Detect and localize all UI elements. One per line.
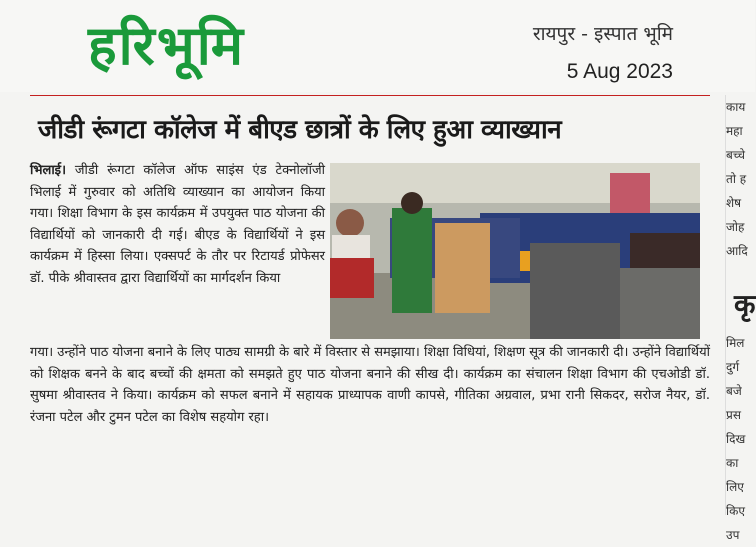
article-body-column [30,160,325,289]
adjacent-article-strip [725,95,756,542]
adjacent-fragments-bottom [726,331,756,547]
event-photo [330,163,700,339]
header-rule [30,95,710,96]
adjacent-text-fragment: मिल [726,336,745,350]
publication-date: 5 Aug 2023 [566,60,673,83]
adjacent-text-fragment: दिख [726,432,746,446]
adjacent-text-fragment: शेष [726,196,742,210]
adjacent-text-fragment: महा [726,124,743,138]
adjacent-text-fragment: लिए [726,480,744,494]
adjacent-text-fragment: काय [726,100,746,114]
adjacent-text-fragment: तो ह [726,172,747,186]
adjacent-text-fragment: दुर्ग [726,360,740,374]
article-headline: जीडी रूंगटा कॉलेज में बीएड छात्रों के लिए हुआ व्याख्यान [38,115,562,145]
adjacent-fragments-top [726,95,756,263]
adjacent-text-fragment: आदि [726,244,748,258]
adjacent-text-fragment: किए [726,504,745,518]
dateline: भिलाई। [30,163,66,178]
newspaper-logo: हरिभूमि [88,14,245,77]
classroom-photo-illustration [330,163,700,339]
adjacent-text-fragment: उप [726,528,740,542]
masthead [0,0,755,92]
article-body-full: गया। उन्होंने पाठ योजना बनाने के लिए पाठ्य सामग्री के बारे में विस्तार से समझाया। शिक्षा विधियां, शिक्षण सूत्र की जानकारी दी। उन्होंने विद्यार्थियों को शिक्षक बनने के बाद बच्चों की क्षमता को समझते हुए पाठ योजना बनाने की सीख दी। कार्यक्रम का संचालन शिक्षा विभाग की एचओडी डॉ. सुषमा श्रीवास्तव ने किया। कार्यक्रम को सफल बनाने में सहायक प्राध्यापक वाणी कापसे, गीतिका अग्रवाल, प्रभा रानी सिकदर, सरोज नैयर, डॉ. रंजना पटेल और टुमन पटेल का विशेष सहयोग रहा। [30,345,710,425]
adjacent-text-fragment: प्रस [726,408,741,422]
adjacent-text-fragment: का [726,456,739,470]
edition-name: रायपुर - इस्पात भूमि [532,23,673,45]
adjacent-text-fragment: बजे [726,384,742,398]
article-body-part1: जीडी रूंगटा कॉलेज ऑफ साइंस एंड टेक्नोलॉजी भिलाई में गुरुवार को अतिथि व्याख्यान का आयोजन किया गया। शिक्षा विभाग के इस कार्यक्रम में उपयुक्त पाठ योजना की विद्यार्थियों को जानकारी दी गई। बीएड के विद्यार्थियों ने इस कार्यक्रम में हिस्सा लिया। एक्सपर्ट के तौर पर रिटायर्ड प्रोफेसर डॉ. पीके श्रीवास्तव द्वारा विद्यार्थियों का मार्गदर्शन किया [30,163,325,286]
adjacent-headline-fragment: कृ [734,288,756,321]
adjacent-text-fragment: जोह [726,220,745,234]
adjacent-text-fragment: बच्चे [726,148,745,162]
